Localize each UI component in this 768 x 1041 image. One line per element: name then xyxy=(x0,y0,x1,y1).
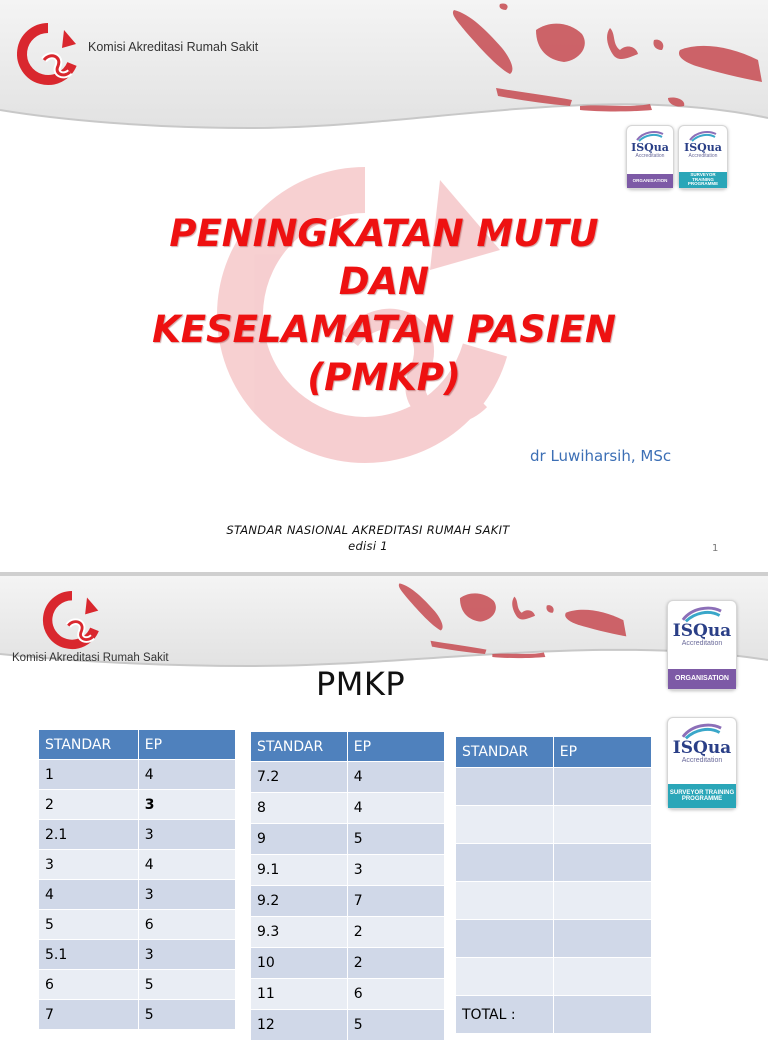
cell-ep: 3 xyxy=(138,940,235,970)
table-row xyxy=(251,948,445,979)
cell-ep: 5 xyxy=(347,1010,444,1041)
isqua-surveyor-badge xyxy=(667,717,737,809)
indonesia-map xyxy=(360,576,660,668)
table-row xyxy=(456,768,652,806)
cell-standar xyxy=(456,768,554,806)
footer-line-2: edisi 1 xyxy=(348,539,388,553)
cell-standar: 5 xyxy=(39,910,139,940)
cell-ep: 5 xyxy=(138,970,235,1000)
table-row xyxy=(456,844,652,882)
column-header-ep: EP xyxy=(347,732,444,762)
cell-ep xyxy=(553,882,651,920)
table-row xyxy=(456,996,652,1034)
logo-text: Komisi Akreditasi Rumah Sakit xyxy=(88,40,259,54)
cell-standar: 5.1 xyxy=(39,940,139,970)
cell-standar: 12 xyxy=(251,1010,348,1041)
table-header-row xyxy=(456,737,652,768)
footer-line-1: STANDAR NASIONAL AKREDITASI RUMAH SAKIT xyxy=(226,523,510,537)
isqua-surveyor-badge xyxy=(678,125,728,189)
cell-ep: 3 xyxy=(138,880,235,910)
cell-ep: 4 xyxy=(347,793,444,824)
cell-ep: 6 xyxy=(347,979,444,1010)
logo-text: Komisi Akreditasi Rumah Sakit xyxy=(12,652,169,664)
cell-ep: 3 xyxy=(138,790,235,820)
badge-title: ISQua xyxy=(631,141,669,154)
table-row xyxy=(251,886,445,917)
badge-title: ISQua xyxy=(684,141,722,154)
table-row xyxy=(251,1010,445,1041)
kars-logo-icon xyxy=(40,590,104,650)
badge-sub: Accreditation xyxy=(681,757,723,764)
cell-standar: 3 xyxy=(39,850,139,880)
cell-standar: 9.2 xyxy=(251,886,348,917)
cell-ep: 5 xyxy=(347,824,444,855)
cell-total-label: TOTAL : xyxy=(456,996,554,1034)
table-row xyxy=(39,880,236,910)
badge-band: SURVEYOR TRAINING PROGRAMME xyxy=(679,172,727,188)
page-number: 1 xyxy=(712,543,719,554)
badge-sub: Accreditation xyxy=(688,153,718,159)
table-row xyxy=(39,910,236,940)
table-row xyxy=(251,824,445,855)
standar-table-3 xyxy=(455,736,652,1034)
cell-ep: 4 xyxy=(347,762,444,793)
cell-ep: 2 xyxy=(347,917,444,948)
cell-standar: 1 xyxy=(39,760,139,790)
cell-ep: 6 xyxy=(138,910,235,940)
cell-ep xyxy=(553,768,651,806)
table-header-row xyxy=(251,732,445,762)
cell-standar: 2.1 xyxy=(39,820,139,850)
kars-logo xyxy=(12,590,169,664)
kars-logo xyxy=(14,22,258,86)
cell-ep xyxy=(553,920,651,958)
cell-ep: 3 xyxy=(347,855,444,886)
cell-ep: 5 xyxy=(138,1000,235,1030)
cell-ep: 7 xyxy=(347,886,444,917)
cell-ep: 2 xyxy=(347,948,444,979)
table-row xyxy=(456,882,652,920)
cell-standar: 9 xyxy=(251,824,348,855)
table-row xyxy=(39,850,236,880)
cell-standar xyxy=(456,806,554,844)
title-line-3: KESELAMATAN PASIEN xyxy=(152,308,616,351)
badge-sub: Accreditation xyxy=(681,640,723,647)
isqua-organisation-badge xyxy=(626,125,674,189)
table-row xyxy=(251,793,445,824)
table-row xyxy=(39,760,236,790)
table-row xyxy=(39,1000,236,1030)
cell-standar: 7.2 xyxy=(251,762,348,793)
indonesia-map xyxy=(440,0,768,125)
cell-ep: 4 xyxy=(138,850,235,880)
column-header-ep: EP xyxy=(553,737,651,768)
slide-title: PMKP xyxy=(316,665,406,703)
table-row xyxy=(251,762,445,793)
slide-footer xyxy=(0,522,736,554)
cell-standar: 6 xyxy=(39,970,139,1000)
table-row xyxy=(456,920,652,958)
cell-standar: 9.3 xyxy=(251,917,348,948)
cell-standar xyxy=(456,958,554,996)
column-header-standar: STANDAR xyxy=(39,730,139,760)
badge-band: ORGANISATION xyxy=(627,174,673,188)
standar-table-2 xyxy=(250,731,445,1041)
column-header-standar: STANDAR xyxy=(251,732,348,762)
badge-title: ISQua xyxy=(672,621,732,641)
cell-standar: 9.1 xyxy=(251,855,348,886)
table-header-row xyxy=(39,730,236,760)
table-row xyxy=(39,820,236,850)
cell-standar: 2 xyxy=(39,790,139,820)
cell-standar xyxy=(456,882,554,920)
badge-sub: Accreditation xyxy=(635,153,665,159)
cell-standar: 11 xyxy=(251,979,348,1010)
badge-title: ISQua xyxy=(672,738,732,758)
standar-table-1 xyxy=(38,729,236,1030)
column-header-ep: EP xyxy=(138,730,235,760)
cell-total-value xyxy=(553,996,651,1034)
cell-standar: 7 xyxy=(39,1000,139,1030)
table-row xyxy=(251,855,445,886)
cell-standar: 4 xyxy=(39,880,139,910)
title-line-1: PENINGKATAN MUTU xyxy=(169,212,599,255)
cell-standar xyxy=(456,920,554,958)
cell-standar: 10 xyxy=(251,948,348,979)
table-row xyxy=(39,970,236,1000)
cell-ep xyxy=(553,806,651,844)
title-line-2: DAN xyxy=(338,260,430,303)
table-row xyxy=(456,806,652,844)
column-header-standar: STANDAR xyxy=(456,737,554,768)
title-line-4: (PMKP) xyxy=(307,356,461,399)
cell-standar: 8 xyxy=(251,793,348,824)
cell-standar xyxy=(456,844,554,882)
table-row xyxy=(251,979,445,1010)
table-row xyxy=(39,940,236,970)
badge-band: ORGANISATION xyxy=(668,669,736,689)
badge-band: SURVEYOR TRAINING PROGRAMME xyxy=(668,784,736,808)
cell-ep: 4 xyxy=(138,760,235,790)
cell-ep xyxy=(553,844,651,882)
slide-2 xyxy=(0,576,768,1033)
cell-ep: 3 xyxy=(138,820,235,850)
isqua-organisation-badge xyxy=(667,600,737,690)
cell-ep xyxy=(553,958,651,996)
table-row xyxy=(251,917,445,948)
slide-title xyxy=(0,210,768,402)
author-name: dr Luwiharsih, MSc xyxy=(530,447,672,465)
table-row xyxy=(39,790,236,820)
table-row xyxy=(456,958,652,996)
kars-logo-icon xyxy=(14,22,82,86)
